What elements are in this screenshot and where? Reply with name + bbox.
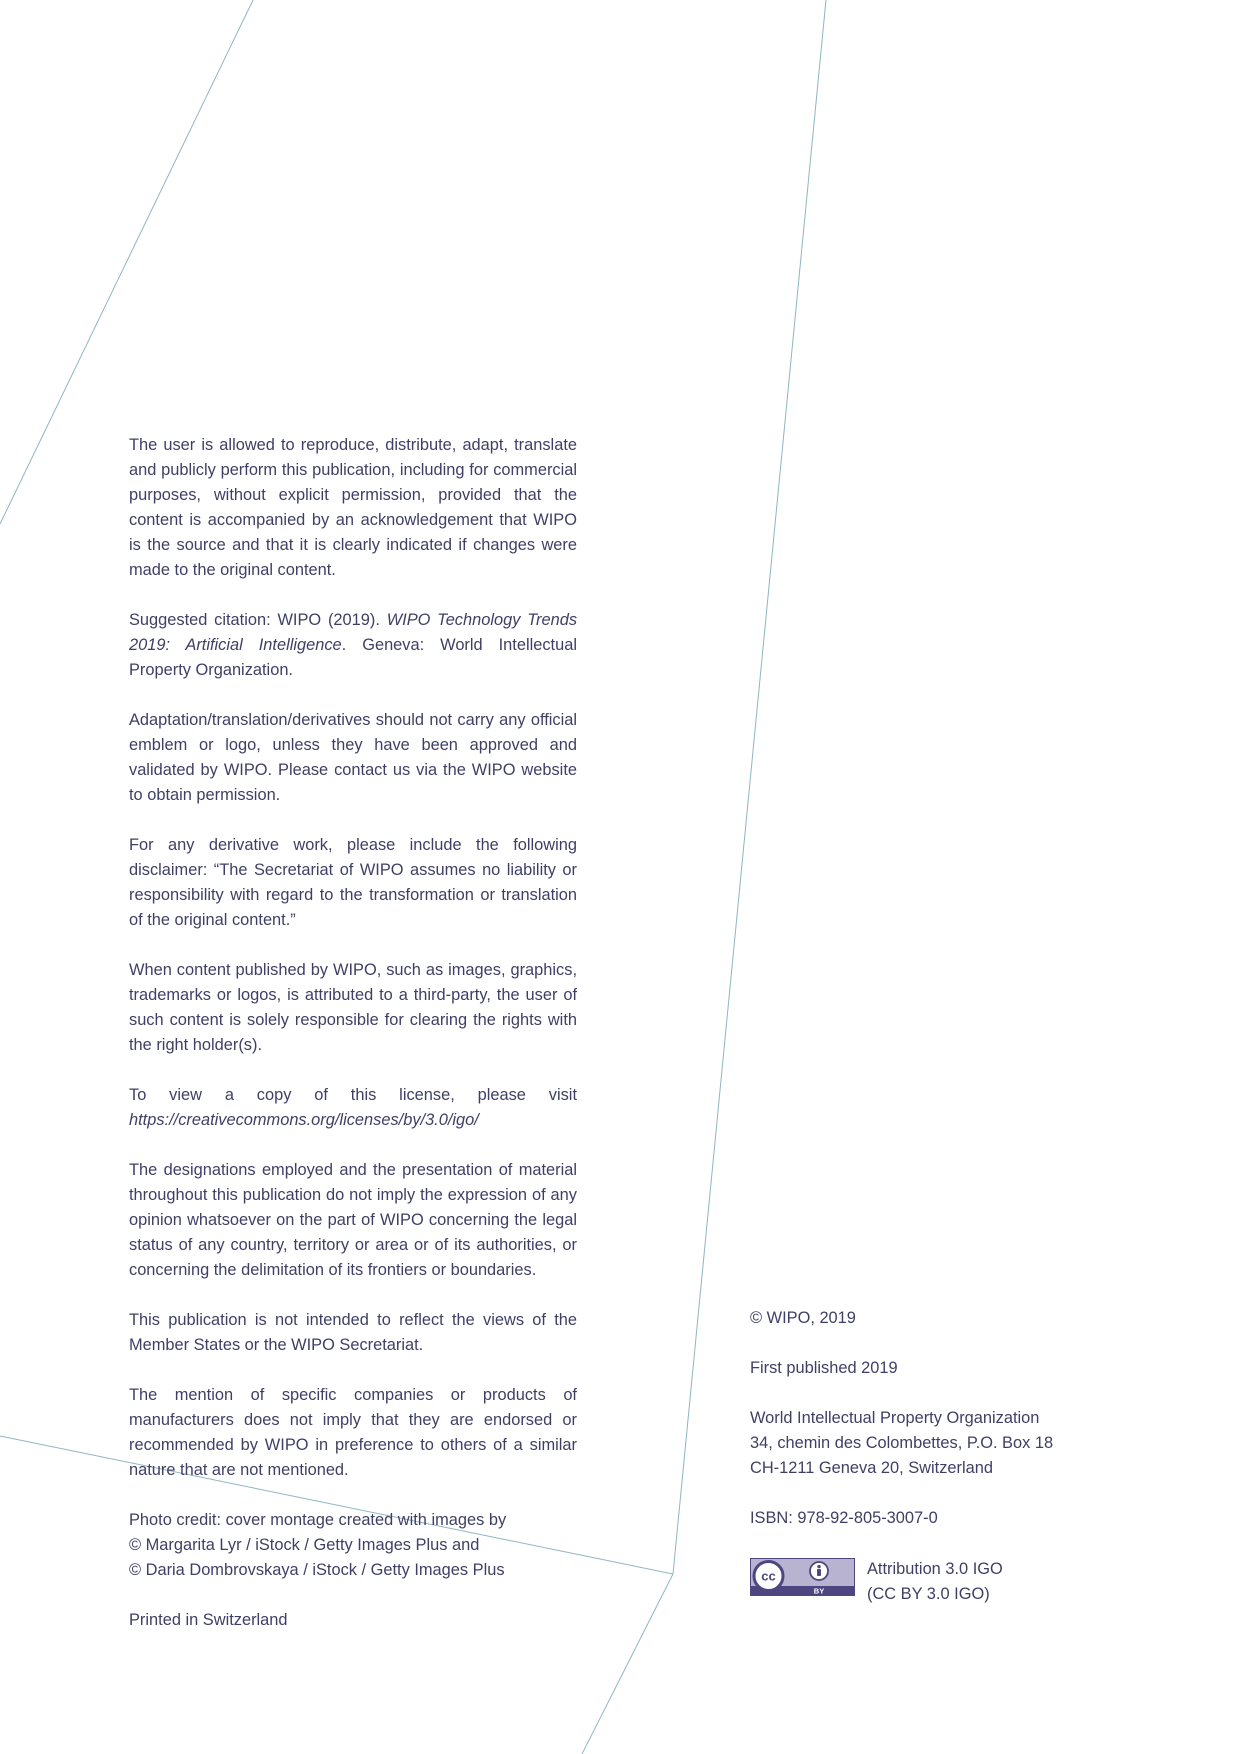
citation-suffix: . Geneva: World Intellectual Property Organization.: [129, 636, 577, 679]
photo-credit-line: © Margarita Lyr / iStock / Getty Images Plus and: [129, 1536, 480, 1554]
cc-badge-text: cc: [761, 1568, 776, 1584]
citation-title: WIPO Technology Trends 2019: Artificial Intelligence: [129, 611, 578, 654]
photo-credit-line: © Daria Dombrovskaya / iStock / Getty Images Plus: [129, 1561, 505, 1579]
copyright-notice: © WIPO, 2019: [750, 1309, 856, 1327]
license-text: [867, 1557, 1003, 1607]
by-badge-text: BY: [813, 1586, 825, 1596]
license-short-name: (CC BY 3.0 IGO): [867, 1585, 990, 1603]
legal-notice-column: [129, 433, 577, 1658]
address-line: World Intellectual Property Organization: [750, 1409, 1040, 1427]
license-link-prefix: To view a copy of this license, please visit: [129, 1086, 577, 1104]
publisher-address: [750, 1406, 1090, 1481]
first-published-notice: First published 2019: [750, 1359, 898, 1377]
photo-credit-line: Photo credit: cover montage created with images by: [129, 1511, 507, 1529]
views-disclaimer-paragraph: This publication is not intended to reflect the views of the Member States or the WIPO Secretariat.: [129, 1311, 577, 1354]
designations-paragraph: The designations employed and the presentation of material throughout this publication do not imply the expression of any opinion whatsoever on the part of WIPO concerning the legal status of any country, territory or area or of its authorities, or concerning the delimitation of its frontiers or boundaries.: [129, 1161, 577, 1279]
reproduction-rights-paragraph: The user is allowed to reproduce, distribute, adapt, translate and publicly perform this publication, including for commercial purposes, without explicit permission, provided that the content is accompanied by an acknowledgement that WIPO is the source and that it is clearly indicated if changes were made to the original content.: [129, 436, 577, 579]
companies-mention-paragraph: The mention of specific companies or products of manufacturers does not imply that they are endorsed or recommended by WIPO in preference to others of a similar nature that are not mentioned.: [129, 1386, 577, 1479]
license-name: Attribution 3.0 IGO: [867, 1560, 1003, 1578]
license-link[interactable]: https://creativecommons.org/licenses/by/3.0/igo/: [129, 1111, 479, 1129]
address-line: CH-1211 Geneva 20, Switzerland: [750, 1459, 993, 1477]
third-party-content-paragraph: When content published by WIPO, such as images, graphics, trademarks or logos, is attributed to a third-party, the user of such content is solely responsible for clearing the rights with the right holder(s).: [129, 961, 577, 1054]
photo-credit-paragraph: [129, 1508, 577, 1583]
license-link-paragraph: [129, 1083, 577, 1133]
address-line: 34, chemin des Colombettes, P.O. Box 18: [750, 1434, 1054, 1452]
license-block: [750, 1557, 1090, 1607]
citation-prefix: Suggested citation: WIPO (2019).: [129, 611, 387, 629]
cc-by-license-icon[interactable]: [750, 1558, 855, 1596]
suggested-citation-paragraph: [129, 608, 577, 683]
publication-info-column: [750, 1306, 1090, 1607]
derivative-disclaimer-paragraph: For any derivative work, please include the following disclaimer: “The Secretariat of WIPO assumes no liability or responsibility with regard to the transformation or translation of the original content.”: [129, 836, 577, 929]
deco-line: [582, 1574, 673, 1754]
emblem-restriction-paragraph: Adaptation/translation/derivatives should not carry any official emblem or logo, unless they have been approved and validated by WIPO. Please contact us via the WIPO website to obtain permission.: [129, 711, 577, 804]
isbn-number: ISBN: 978-92-805-3007-0: [750, 1509, 938, 1527]
printed-in-paragraph: Printed in Switzerland: [129, 1611, 288, 1629]
